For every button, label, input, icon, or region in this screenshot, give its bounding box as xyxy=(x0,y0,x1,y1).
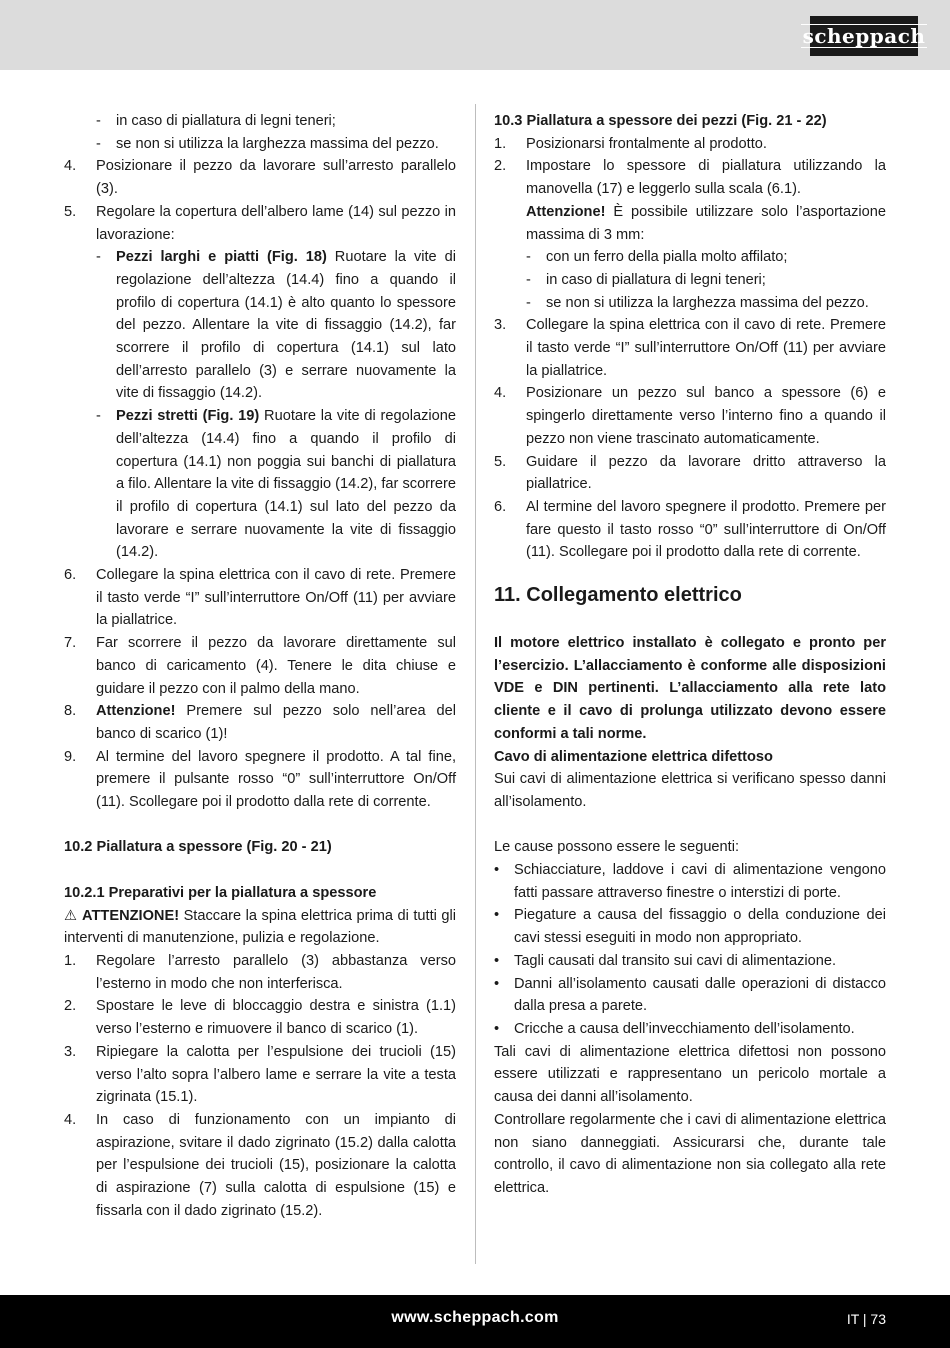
website-link[interactable]: www.scheppach.com xyxy=(391,1309,559,1326)
list-item: 3. Collegare la spina elettrica con il cavo di rete. Premere il tasto verde “I” sull’interruttore On/Off (11) per avviare la piallatrice. xyxy=(494,317,886,379)
dash-item: - Pezzi stretti (Fig. 19) Ruotare la vite di regolazione dell’altezza (14.4) fino a quando il profilo di copertura (14.1) non poggia sui banchi di piallatura a filo. Allentare la vite di fissaggio (14.2), far scorrere il profilo di copertura (14.1) sul lato del pezzo da lavorare e serrare nuovamente la vite di fissaggio (14.2). xyxy=(96,408,456,561)
list-item: 4. In caso di funzionamento con un impianto di aspirazione, svitare il dado zigrinato (15.2) dalla calotta per l’espulsione dei trucioli (15), posizionare la calotta di aspirazione (7) sulla calotta di espulsione (15) e fissarla con il dado zigrinato (15.2). xyxy=(64,1111,456,1219)
bullet-item: • Danni all’isolamento causati dalle operazioni di distacco dalla presa a parete. xyxy=(494,975,886,1015)
list-item: 5. Guidare il pezzo da lavorare dritto attraverso la piallatrice. xyxy=(494,453,886,493)
bullet-item: • Tagli causati dal transito sui cavi di alimentazione. xyxy=(494,952,837,969)
bullet-item: • Cricche a causa dell’invecchiamento dell’isolamento. xyxy=(494,1021,855,1037)
intro-paragraph: Il motore elettrico installato è collegato e pronto per l’esercizio. L’allacciamento è conforme alle disposizioni VDE e DIN pertinenti. L’allacciamento alla rete lato cliente e il cavo di prolunga utilizzato devono essere conformi a tali norme. xyxy=(494,635,886,742)
dash-item: - se non si utilizza la larghezza massima del pezzo. xyxy=(96,135,439,152)
dash-item: - in caso di piallatura di legni teneri; xyxy=(526,271,766,288)
chapter-heading: 11. Collegamento elettrico xyxy=(494,584,742,607)
list-item: 6. Collegare la spina elettrica con il cavo di rete. Premere il tasto verde “I” sull’interruttore On/Off (11) per avviare la piallatrice. xyxy=(64,567,456,629)
paragraph: Sui cavi di alimentazione elettrica si verificano spesso danni all’isolamento. xyxy=(494,771,886,810)
dash-item: - in caso di piallatura di legni teneri; xyxy=(96,113,336,129)
list-item: 2. Spostare le leve di bloccaggio destra e sinistra (1.1) verso l’esterno e rimuovere il banco di scarico (1). xyxy=(64,998,456,1038)
column-divider xyxy=(475,104,476,1264)
dash-item: - se non si utilizza la larghezza massima del pezzo. xyxy=(526,294,869,311)
list-item: 4. Posizionare il pezzo da lavorare sull’arresto parallelo (3). xyxy=(64,158,456,198)
list-item: 7. Far scorrere il pezzo da lavorare direttamente sul banco di caricamento (4). Tenere le dita chiuse e guidare il pezzo con il palmo della mano. xyxy=(64,635,456,697)
paragraph: Le cause possono essere le seguenti: xyxy=(494,839,740,856)
section-heading: 10.3 Piallatura a spessore dei pezzi (Fig. 21 - 22) xyxy=(494,113,827,129)
paragraph: Controllare regolarmente che i cavi di alimentazione elettrica non siano danneggiati. Assicurarsi che, durante tale controllo, il cavo di alimentazione non sia collegato alla rete elettrica. xyxy=(494,1111,886,1196)
list-item: 5. Regolare la copertura dell’albero lame (14) sul pezzo in lavorazione: xyxy=(64,203,456,243)
bullet-item: • Piegature a causa del fissaggio o della conduzione dei cavi stessi eseguiti in modo non appropriato. xyxy=(494,907,886,947)
list-item: 1. Regolare l’arresto parallelo (3) abbastanza verso l’esterno in modo che non interferisca. xyxy=(64,952,456,992)
warning-paragraph: ⚠ ATTENZIONE! Staccare la spina elettrica prima di tutti gli interventi di manutenzione, pulizia e regolazione. xyxy=(64,907,456,947)
list-item: 8. Attenzione! Premere sul pezzo solo nell’area del banco di scarico (1)! xyxy=(64,703,456,742)
subsection-heading: 10.2.1 Preparativi per la piallatura a spessore xyxy=(64,884,377,901)
bullet-item: • Schiacciature, laddove i cavi di alimentazione vengono fatti passare attraverso finestre o interstizi di porte. xyxy=(494,862,886,901)
warning-triangle-icon: ⚠ xyxy=(64,907,78,924)
list-item: 9. Al termine del lavoro spegnere il prodotto. A tal fine, premere il pulsante rosso “0” sull’interruttore On/Off (11). Scollegare poi il prodotto dalla rete di corrente. xyxy=(64,748,456,811)
list-item: 6. Al termine del lavoro spegnere il prodotto. Premere per fare questo il tasto rosso “0” sull’interruttore di On/Off (11). Scollegare poi il prodotto dalla rete di corrente. xyxy=(494,498,886,561)
cable-heading: Cavo di alimentazione elettrica difettoso xyxy=(494,748,773,765)
page-footer xyxy=(0,1295,950,1348)
brand-logo: scheppach xyxy=(810,16,918,56)
section-heading: 10.2 Piallatura a spessore (Fig. 20 - 21) xyxy=(64,839,332,856)
list-item: 2. Impostare lo spessore di piallatura utilizzando la manovella (17) e leggerlo sulla scala (6.1). Attenzione! È possibile utilizzare solo l’asportazione massima di 3 mm: xyxy=(494,158,886,243)
dash-item: - con un ferro della pialla molto affilato; xyxy=(526,249,788,266)
list-item: 3. Ripiegare la calotta per l’espulsione dei trucioli (15) verso l’alto sopra l’albero lame e serrare la vite a testa zigrinata (15.1). xyxy=(64,1043,456,1106)
list-item: 1. Posizionarsi frontalmente al prodotto. xyxy=(494,135,767,152)
page-header xyxy=(0,0,950,70)
paragraph: Tali cavi di alimentazione elettrica difettosi non possono essere utilizzati e rappresentano un pericolo mortale a causa dei danni all’isolamento. xyxy=(494,1043,886,1106)
list-item: 4. Posizionare un pezzo sul banco a spessore (6) e spingerlo direttamente verso l’interno fino a quando il pezzo non viene trascinato automaticamente. xyxy=(494,385,886,447)
dash-item: - Pezzi larghi e piatti (Fig. 18) Ruotare la vite di regolazione dell’altezza (14.4) fino a quando il profilo di copertura (14.1) è alto quanto lo spessore del pezzo. Allentare la vite di fissaggio (14.2), far scorrere il profilo di copertura (14.1) sul lato dell’arresto parallelo (3) e serrare nuovamente la vite di fissaggio (14.2). xyxy=(96,249,456,402)
right-column xyxy=(494,110,886,1200)
page-number: IT | 73 xyxy=(846,1311,886,1327)
left-column xyxy=(64,110,456,1222)
